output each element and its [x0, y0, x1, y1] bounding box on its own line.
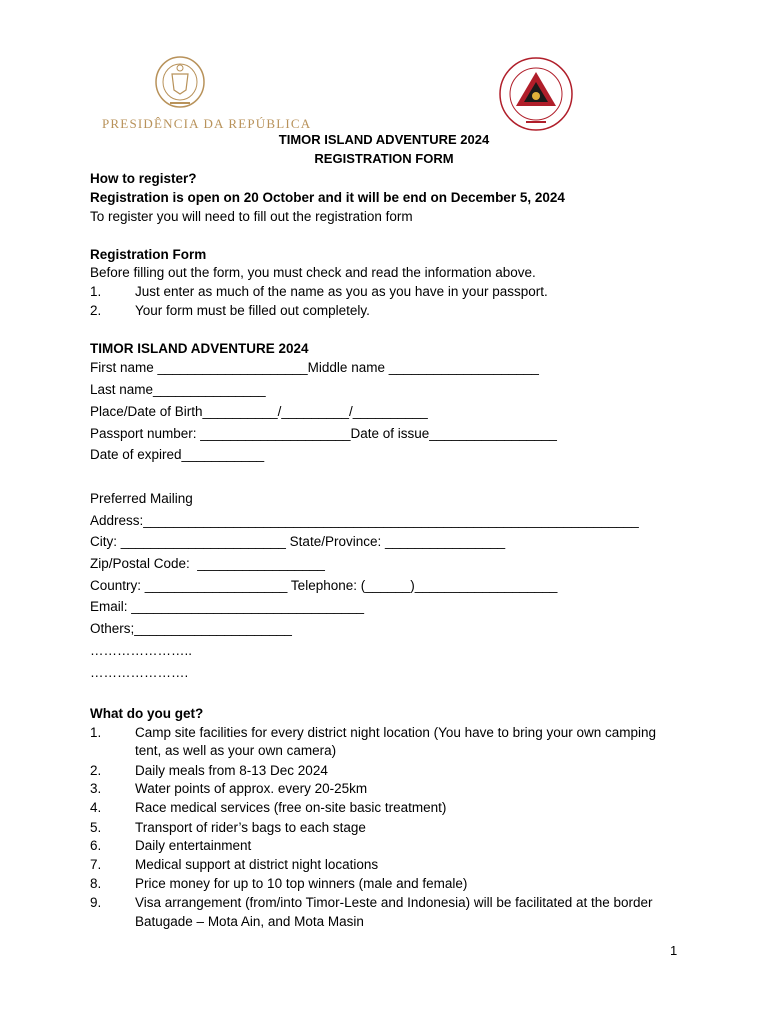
benefit-text: Visa arrangement (from/into Timor-Leste and Indonesia) will be facilitated at the border	[135, 895, 653, 910]
benefit-number: 1.	[90, 725, 102, 740]
field-first-middle-name[interactable]: First name ____________________Middle name ____________________	[90, 360, 539, 375]
rule-number: 2.	[90, 303, 102, 318]
field-extra-line[interactable]: …………………..	[90, 643, 193, 658]
registration-dates: Registration is open on 20 October and it will be end on December 5, 2024	[90, 190, 565, 205]
benefit-text: Price money for up to 10 top winners (male and female)	[135, 876, 468, 891]
field-passport-number-issue[interactable]: Passport number: ____________________Date of issue_________________	[90, 426, 557, 441]
benefit-text: Transport of rider’s bags to each stage	[135, 820, 366, 835]
benefit-number: 5.	[90, 820, 102, 835]
benefit-number: 3.	[90, 781, 102, 796]
benefit-number: 9.	[90, 895, 102, 910]
field-email[interactable]: Email: _______________________________	[90, 599, 365, 614]
benefit-number: 8.	[90, 876, 102, 891]
benefit-text: Race medical services (free on-site basic treatment)	[135, 800, 447, 815]
field-city-state[interactable]: City: ______________________ State/Province: ________________	[90, 534, 506, 549]
benefits-heading: What do you get?	[90, 706, 204, 721]
field-date-of-expired[interactable]: Date of expired___________	[90, 447, 265, 462]
benefit-text: Daily entertainment	[135, 838, 252, 853]
benefit-text: Camp site facilities for every district night location (You have to bring your own camping	[135, 725, 657, 740]
benefit-text: Medical support at district night locations	[135, 857, 379, 872]
benefit-number: 7.	[90, 857, 102, 872]
field-last-name[interactable]: Last name_______________	[90, 382, 266, 397]
form-heading: TIMOR ISLAND ADVENTURE 2024	[90, 341, 309, 356]
page-number: 1	[670, 943, 678, 958]
field-extra-line[interactable]: ………………….	[90, 665, 189, 680]
how-to-register-heading: How to register?	[90, 171, 197, 186]
benefit-text: tent, as well as your own camera)	[135, 743, 337, 758]
field-address[interactable]: Address:__________________________________________________________________	[90, 513, 639, 528]
benefit-number: 4.	[90, 800, 102, 815]
registration-form-heading: Registration Form	[90, 247, 207, 262]
field-place-date-of-birth[interactable]: Place/Date of Birth__________/_________/__________	[90, 404, 428, 419]
national-seal-logo	[498, 56, 574, 132]
preferred-mailing-label: Preferred Mailing	[90, 491, 193, 506]
benefit-number: 6.	[90, 838, 102, 853]
presidential-seal-logo	[148, 56, 212, 112]
field-others[interactable]: Others;_____________________	[90, 621, 292, 636]
field-country-telephone[interactable]: Country: ___________________ Telephone: (______)___________________	[90, 578, 558, 593]
benefit-text: Batugade – Mota Ain, and Mota Masin	[135, 914, 364, 929]
rule-text: Your form must be filled out completely.	[135, 303, 370, 318]
benefit-text: Water points of approx. every 20-25km	[135, 781, 368, 796]
presidencia-logo-text: PRESIDÊNCIA DA REPÚBLICA	[102, 116, 312, 131]
document-title: TIMOR ISLAND ADVENTURE 2024	[278, 132, 490, 147]
rule-text: Just enter as much of the name as you as you have in your passport.	[135, 284, 548, 299]
rule-number: 1.	[90, 284, 102, 299]
document-subtitle: REGISTRATION FORM	[314, 151, 454, 166]
field-zip-postal-code[interactable]: Zip/Postal Code: _________________	[90, 556, 325, 571]
benefit-text: Daily meals from 8-13 Dec 2024	[135, 763, 328, 778]
registration-form-intro: Before filling out the form, you must check and read the information above.	[90, 265, 536, 280]
registration-instruction: To register you will need to fill out the registration form	[90, 209, 413, 224]
benefit-number: 2.	[90, 763, 102, 778]
